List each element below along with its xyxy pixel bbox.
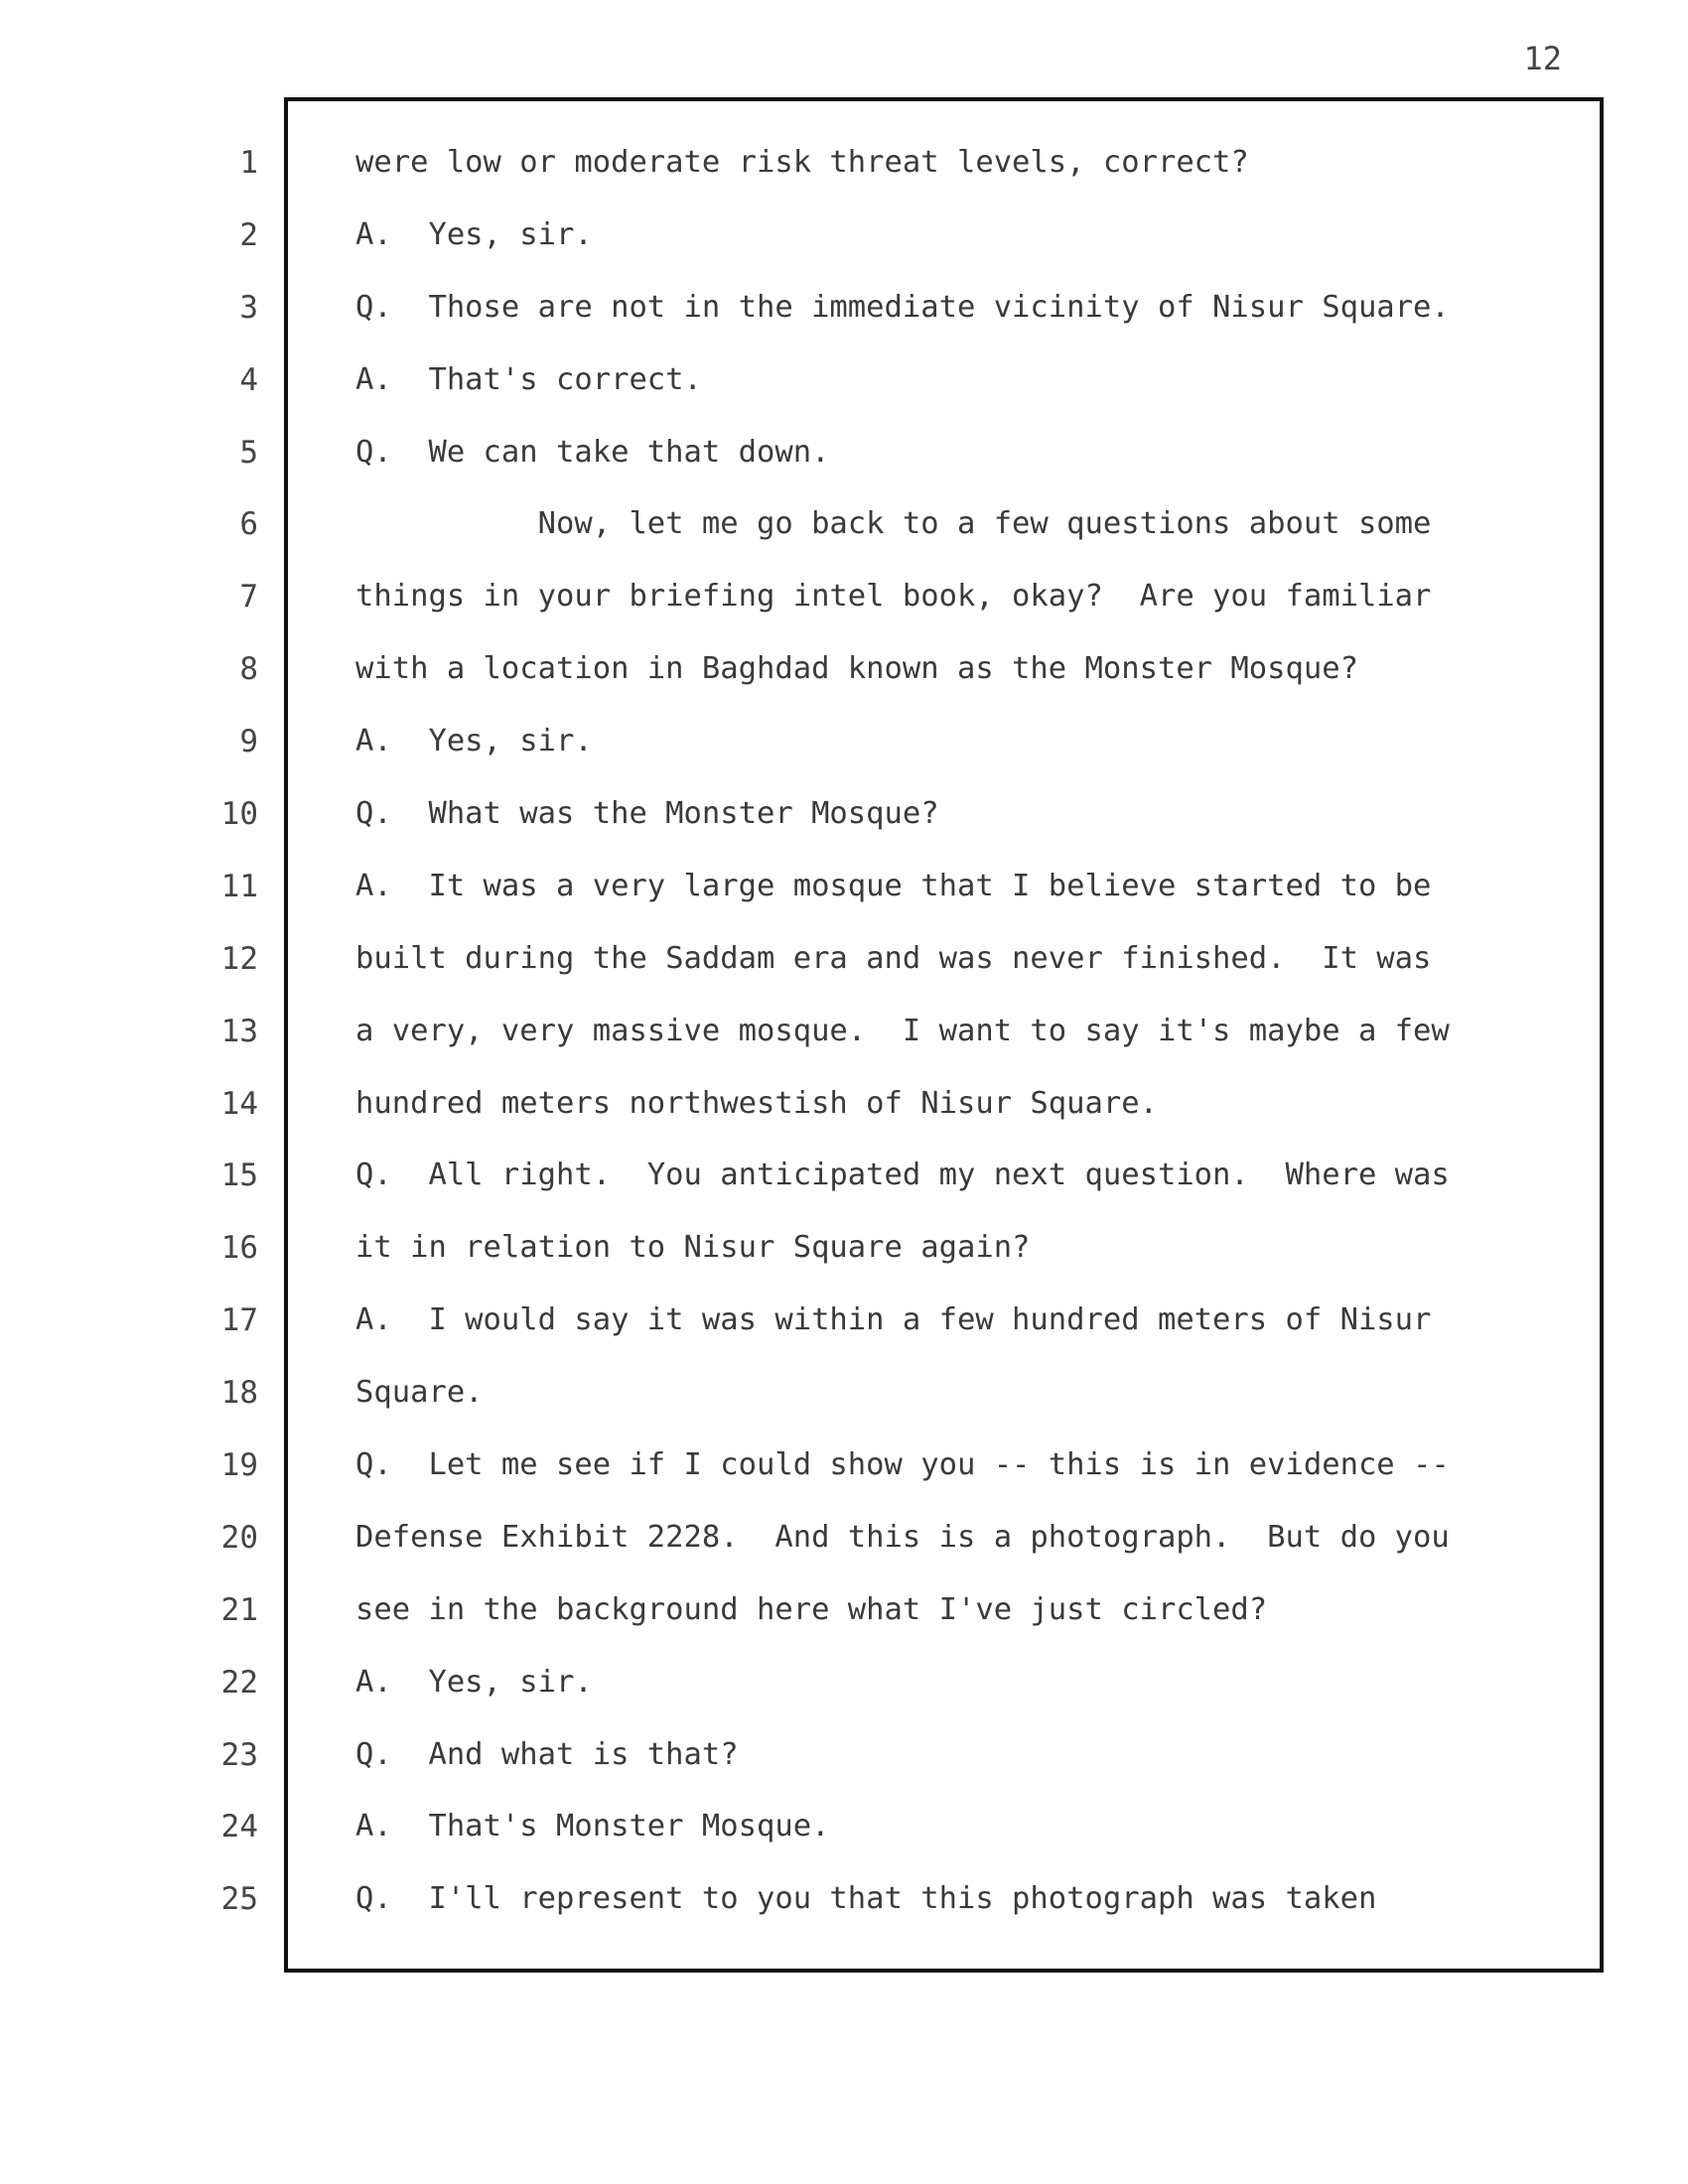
transcript-line: see in the background here what I've just circled? bbox=[355, 1591, 1268, 1627]
transcript-line: things in your briefing intel book, okay? Are you familiar bbox=[355, 579, 1432, 614]
line-number: 16 bbox=[220, 1230, 258, 1267]
line-number: 2 bbox=[239, 216, 258, 253]
line-number: 9 bbox=[239, 724, 258, 760]
transcript-line: Q. All right. You anticipated my next question. Where was bbox=[355, 1158, 1450, 1193]
line-number: 3 bbox=[239, 289, 258, 326]
transcript-line: built during the Saddam era and was never finished. It was bbox=[355, 940, 1432, 976]
line-number: 22 bbox=[220, 1664, 258, 1701]
transcript-line: Q. Those are not in the immediate vicinity of Nisur Square. bbox=[355, 289, 1450, 325]
transcript-line: Q. I'll represent to you that this photograph was taken bbox=[355, 1881, 1377, 1917]
line-number-column bbox=[189, 142, 258, 1951]
line-number: 19 bbox=[220, 1447, 258, 1484]
transcript-line: with a location in Baghdad known as the Monster Mosque? bbox=[355, 651, 1358, 687]
transcript-line: A. That's Monster Mosque. bbox=[355, 1809, 830, 1844]
line-number: 1 bbox=[239, 145, 258, 181]
line-number: 25 bbox=[220, 1881, 258, 1918]
line-number: 14 bbox=[220, 1085, 258, 1122]
transcript-line: Defense Exhibit 2228. And this is a photograph. But do you bbox=[355, 1519, 1450, 1555]
transcript-line: Q. What was the Monster Mosque? bbox=[355, 796, 939, 832]
transcript-line: A. It was a very large mosque that I believe started to be bbox=[355, 868, 1432, 903]
transcript-line: Q. Let me see if I could show you -- this is in evidence -- bbox=[355, 1447, 1450, 1483]
line-number: 12 bbox=[220, 940, 258, 977]
transcript-line: it in relation to Nisur Square again? bbox=[355, 1230, 1031, 1266]
line-number: 21 bbox=[220, 1591, 258, 1628]
transcript-line: Square. bbox=[355, 1375, 484, 1411]
line-number: 10 bbox=[220, 796, 258, 833]
line-number: 15 bbox=[220, 1158, 258, 1194]
transcript-line: were low or moderate risk threat levels, correct? bbox=[355, 145, 1249, 180]
transcript-line: A. Yes, sir. bbox=[355, 1664, 593, 1700]
transcript-line: Q. And what is that? bbox=[355, 1736, 739, 1772]
line-number: 18 bbox=[220, 1375, 258, 1412]
line-number: 7 bbox=[239, 579, 258, 615]
transcript-line: A. Yes, sir. bbox=[355, 216, 593, 252]
transcript-line: A. I would say it was within a few hundred meters of Nisur bbox=[355, 1302, 1432, 1338]
transcript-line: Now, let me go back to a few questions about some bbox=[355, 506, 1432, 542]
transcript-line: a very, very massive mosque. I want to say it's maybe a few bbox=[355, 1013, 1450, 1048]
line-number: 11 bbox=[220, 868, 258, 904]
line-number: 5 bbox=[239, 434, 258, 471]
transcript-line: A. That's correct. bbox=[355, 361, 702, 397]
line-number: 17 bbox=[220, 1302, 258, 1339]
line-number: 23 bbox=[220, 1736, 258, 1773]
page-number: 12 bbox=[1523, 40, 1562, 77]
line-number: 8 bbox=[239, 651, 258, 688]
line-number: 13 bbox=[220, 1013, 258, 1049]
transcript-line: Q. We can take that down. bbox=[355, 434, 830, 470]
line-number: 6 bbox=[239, 506, 258, 543]
transcript-line: hundred meters northwestish of Nisur Square. bbox=[355, 1085, 1158, 1121]
line-number: 20 bbox=[220, 1519, 258, 1556]
transcript-text bbox=[355, 142, 1577, 1951]
line-number: 4 bbox=[239, 361, 258, 398]
line-number: 24 bbox=[220, 1809, 258, 1845]
transcript-line: A. Yes, sir. bbox=[355, 724, 593, 759]
